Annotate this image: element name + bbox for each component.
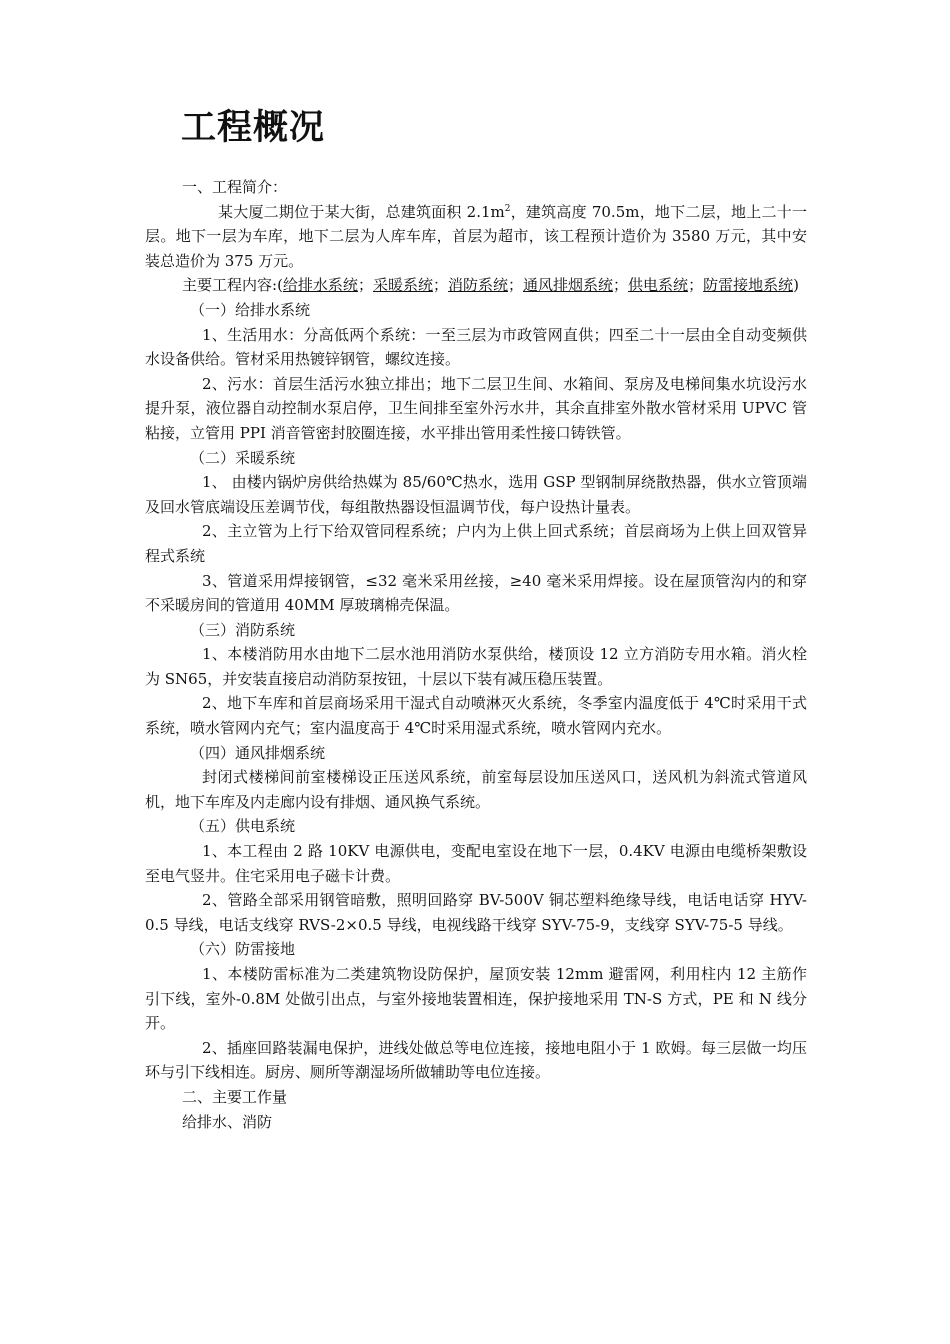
main-contents-paragraph (145, 273, 807, 298)
water-paragraph-2: 2、污水：首层生活污水独立排出；地下二层卫生间、水箱间、泵房及电梯间集水坑设污水提升泵，液位器自动控制水泵启停，卫生间排至室外污水井，其余直排室外散水管材采用 UPVC 管粘接，立管用 PPI 消音管密封胶圈连接，水平排出管用柔性接口铸铁管。 (145, 374, 807, 442)
main-contents-close-paren: ) (793, 276, 799, 295)
document-body (145, 175, 807, 1134)
subsection-heading-ventilation: （四）通风排烟系统 (190, 743, 326, 762)
heating-paragraph-3: 3、管道采用焊接钢管，≤32 毫米采用丝接，≥40 毫米采用焊接。设在屋顶管沟内的和穿不采暖房间的管道用 40MM 厚玻璃棉壳保温。 (145, 571, 807, 615)
link-heating-system[interactable]: 采暖系统 (372, 276, 433, 295)
overview-paragraph (145, 200, 807, 274)
heating-paragraph-2: 2、主立管为上行下给双管同程系统；户内为上供上回式系统；首层商场为上供上回双管异程式系统 (145, 522, 807, 565)
lightning-paragraph-1: 1、本楼防雷标准为二类建筑物设防保护，屋顶安装 12mm 避雷网，利用柱内 12 主筋作引下线，室外-0.8M 处做引出点，与室外接地装置相连，保护接地采用 TN-S 方式，PE 和 N 线分开。 (145, 965, 807, 1033)
separator: ； (508, 276, 524, 295)
main-contents-open-paren: ( (277, 276, 283, 295)
fire-paragraph-1: 1、本楼消防用水由地下二层水池用消防水泵供给，楼顶设 12 立方消防专用水箱。消火栓为 SN65，并安装直接启动消防泵按钮，十层以下装有减压稳压装置。 (145, 645, 807, 688)
main-contents-label: 主要工程内容: (182, 276, 278, 295)
separator: ； (432, 276, 448, 295)
area-unit-superscript: 2 (504, 203, 511, 214)
link-water-system[interactable]: 给排水系统 (282, 276, 358, 295)
power-paragraph-2: 2、管路全部采用钢管暗敷，照明回路穿 BV-500V 铜芯塑料绝缘导线，电话电话穿 HYV-0.5 导线，电话支线穿 RVS-2×0.5 导线，电视线路干线穿 SYV-75-9，支线穿 SYV-75-5 导线。 (145, 891, 807, 934)
water-paragraph-1: 1、生活用水：分高低两个系统：一至三层为市政管网直供；四至二十一层由全自动变频供水设备供给。管材采用热镀锌钢管，螺纹连接。 (145, 325, 807, 369)
overview-text: 某大厦二期位于某大街，总建筑面积 2.1m (218, 202, 505, 221)
link-ventilation-system[interactable]: 通风排烟系统 (523, 276, 614, 295)
separator: ； (613, 276, 629, 295)
power-paragraph-1: 1、本工程由 2 路 10KV 电源供电，变配电室设在地下一层，0.4KV 电源由电缆桥架敷设至电气竖井。住宅采用电子磁卡计费。 (145, 842, 807, 885)
link-lightning-system[interactable]: 防雷接地系统 (703, 276, 794, 295)
workload-subheading: 给排水、消防 (182, 1112, 273, 1131)
subsection-heading-heating: （二）采暖系统 (190, 448, 296, 467)
overview-text-rest: ，建筑高度 70.5m，地下二层，地上二十一层。地下一层为车库，地下二层为人库车库，首层为超市，该工程预计造价为 3580 万元，其中安装总造价为 375 万元。 (145, 202, 807, 270)
subsection-heading-power: （五）供电系统 (190, 817, 296, 836)
subsection-heading-water: （一）给排水系统 (190, 300, 311, 319)
fire-paragraph-2: 2、地下车库和首层商场采用干湿式自动喷淋灭火系统，冬季室内温度低于 4℃时采用干式系统，喷水管网内充气；室内温度高于 4℃时采用湿式系统，喷水管网内充水。 (145, 694, 807, 738)
separator: ； (357, 276, 373, 295)
link-power-system[interactable]: 供电系统 (628, 276, 689, 295)
ventilation-paragraph-1: 封闭式楼梯间前室楼梯设正压送风系统，前室每层设加压送风口，送风机为斜流式管道风机，地下车库及内走廊内设有排烟、通风换气系统。 (145, 768, 807, 811)
section-heading-workload: 二、主要工作量 (182, 1087, 288, 1106)
section-heading-overview: 一、工程简介： (182, 178, 288, 196)
subsection-heading-lightning: （六）防雷接地 (190, 940, 296, 959)
lightning-paragraph-2: 2、插座回路装漏电保护，进线处做总等电位连接，接地电阻小于 1 欧姆。每三层做一均压环与引下线相连。厨房、厕所等潮湿场所做辅助等电位连接。 (145, 1038, 807, 1082)
page-title: 工程概况 (181, 108, 326, 148)
heating-paragraph-1: 1、 由楼内锅炉房供给热媒为 85/60℃热水，选用 GSP 型钢制屏绕散热器，供水立管顶端及回水管底端设压差调节伐，每组散热器设恒温调节伐，每户设热计量表。 (145, 473, 807, 516)
subsection-heading-fire: （三）消防系统 (190, 620, 296, 639)
separator: ； (688, 276, 704, 295)
link-fire-system[interactable]: 消防系统 (447, 276, 508, 295)
